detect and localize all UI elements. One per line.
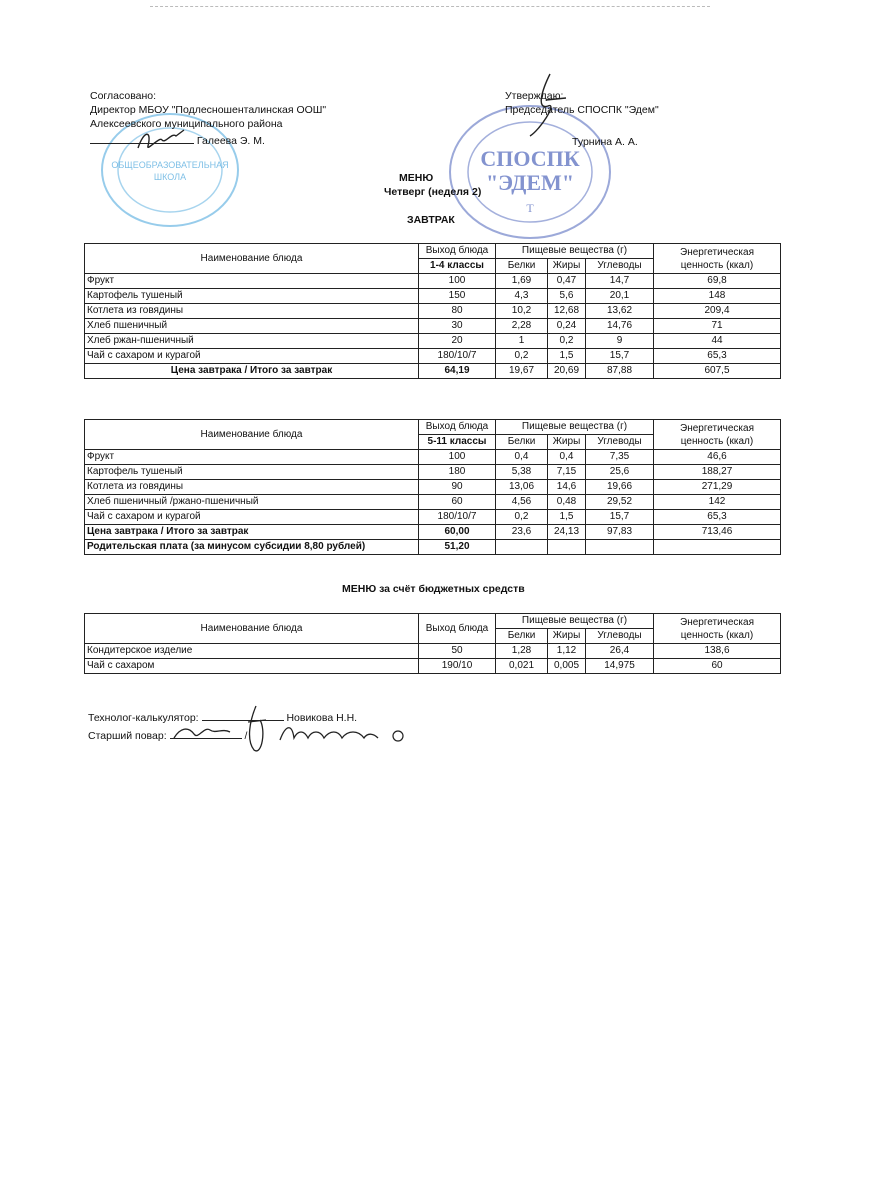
cook-slash: / [244,730,248,742]
menu-day: Четверг (неделя 2) [384,186,482,198]
dish-carbs: 26,4 [586,644,654,659]
header-energy [654,244,781,274]
dish-carbs: 20,1 [586,289,654,304]
dish-output: 180 [419,465,496,480]
header-protein: Белки [496,259,548,274]
table-row [85,349,781,364]
total-price: 64,19 [419,364,496,379]
approval-right-line1: Председатель СПОСПК "Эдем" [505,104,659,116]
dish-output: 30 [419,319,496,334]
dish-output: 60 [419,495,496,510]
table-row [85,510,781,525]
dish-protein: 0,4 [496,450,548,465]
dish-output: 150 [419,289,496,304]
dish-energy: 138,6 [654,644,781,659]
dish-protein: 4,56 [496,495,548,510]
approval-right-label: Утверждаю: [505,90,564,102]
dish-energy: 44 [654,334,781,349]
dish-carbs: 9 [586,334,654,349]
total-price: 60,00 [419,525,496,540]
dish-energy: 271,29 [654,480,781,495]
parent-fee-label: Родительская плата (за минусом субсидии 8,80 рублей) [85,540,419,555]
approval-left-line2: Алексеевского муниципального района [90,118,283,130]
dish-name: Фрукт [85,274,419,289]
dish-energy: 46,6 [654,450,781,465]
header-energy-line2: ценность (ккал) [680,259,754,271]
dish-energy: 209,4 [654,304,781,319]
header-energy-line2: ценность (ккал) [680,629,754,641]
header-output: Выход блюда [419,244,496,259]
dish-protein: 0,2 [496,510,548,525]
header-fat: Жиры [548,259,586,274]
approval-right-signer: Турнина А. А. [572,136,638,148]
dish-fat: 1,5 [548,349,586,364]
dish-protein: 1 [496,334,548,349]
dish-fat: 1,5 [548,510,586,525]
dish-output: 180/10/7 [419,349,496,364]
cook-label: Старший повар: [88,730,167,742]
stamp-title: СПОСПК [480,146,580,171]
stamp-text-1: ОБЩЕОБРАЗОВАТЕЛЬНАЯ [111,160,229,170]
dish-protein: 1,28 [496,644,548,659]
total-energy: 713,46 [654,525,781,540]
dish-energy: 65,3 [654,510,781,525]
dish-fat: 0,48 [548,495,586,510]
technologist-label: Технолог-калькулятор: [88,712,199,724]
dish-fat: 0,4 [548,450,586,465]
dish-name: Хлеб пшеничный [85,319,419,334]
dish-protein: 10,2 [496,304,548,319]
header-fat: Жиры [548,435,586,450]
dish-fat: 0,2 [548,334,586,349]
dish-carbs: 13,62 [586,304,654,319]
table-row [85,480,781,495]
total-fat: 24,13 [548,525,586,540]
table-row [85,465,781,480]
dish-name: Хлеб пшеничный /ржано-пшеничный [85,495,419,510]
breakfast-table-1-4 [84,243,781,379]
dish-energy: 142 [654,495,781,510]
table-row [85,304,781,319]
dish-fat: 7,15 [548,465,586,480]
header-protein: Белки [496,435,548,450]
dish-output: 80 [419,304,496,319]
approval-left-signature [90,132,265,147]
total-protein: 19,67 [496,364,548,379]
dish-name: Чай с сахаром и курагой [85,349,419,364]
dish-output: 190/10 [419,659,496,674]
dish-name: Кондитерское изделие [85,644,419,659]
header-energy [654,614,781,644]
table-row [85,289,781,304]
sposk-stamp [445,100,615,245]
header-energy-line1: Энергетическая [680,246,754,258]
total-label: Цена завтрака / Итого за завтрак [85,525,419,540]
header-nutrients: Пищевые вещества (г) [496,244,654,259]
dish-name: Котлета из говядины [85,304,419,319]
dish-carbs: 15,7 [586,349,654,364]
stamp-text-2: ШКОЛА [153,172,187,182]
dish-carbs: 7,35 [586,450,654,465]
dish-fat: 14,6 [548,480,586,495]
dish-energy: 69,8 [654,274,781,289]
table-row [85,450,781,465]
approval-left-label: Согласовано: [90,90,157,102]
dish-energy: 60 [654,659,781,674]
dish-energy: 148 [654,289,781,304]
dish-fat: 12,68 [548,304,586,319]
dish-name: Фрукт [85,450,419,465]
dish-carbs: 14,76 [586,319,654,334]
dish-carbs: 29,52 [586,495,654,510]
total-row [85,364,781,379]
dish-name: Картофель тушеный [85,465,419,480]
dish-name: Котлета из говядины [85,480,419,495]
dish-protein: 2,28 [496,319,548,334]
dish-carbs: 19,66 [586,480,654,495]
technologist-line [88,710,357,724]
dish-name: Чай с сахаром и курагой [85,510,419,525]
dish-output: 180/10/7 [419,510,496,525]
table-row [85,659,781,674]
dish-fat: 0,005 [548,659,586,674]
meal-title: ЗАВТРАК [407,214,455,226]
dish-output: 100 [419,450,496,465]
table-row [85,319,781,334]
header-output: Выход блюда [419,614,496,644]
total-carbs: 87,88 [586,364,654,379]
dish-name: Чай с сахаром [85,659,419,674]
header-grade: 5-11 классы [419,435,496,450]
budget-menu-title: МЕНЮ за счёт бюджетных средств [342,583,525,595]
dish-protein: 13,06 [496,480,548,495]
header-name: Наименование блюда [85,614,419,644]
dish-name: Хлеб ржан-пшеничный [85,334,419,349]
header-carbs: Углеводы [586,435,654,450]
total-row [85,525,781,540]
cook-line [88,728,247,742]
stamp-subtitle: "ЭДЕМ" [485,170,575,195]
budget-table [84,613,781,674]
dish-carbs: 15,7 [586,510,654,525]
header-output: Выход блюда [419,420,496,435]
dish-energy: 65,3 [654,349,781,364]
dish-fat: 1,12 [548,644,586,659]
dish-energy: 71 [654,319,781,334]
header-energy-line2: ценность (ккал) [680,435,754,447]
dish-output: 50 [419,644,496,659]
header-energy-line1: Энергетическая [680,616,754,628]
total-fat: 20,69 [548,364,586,379]
header-fat: Жиры [548,629,586,644]
dish-fat: 5,6 [548,289,586,304]
dish-output: 90 [419,480,496,495]
dish-protein: 4,3 [496,289,548,304]
parent-fee-value: 51,20 [419,540,496,555]
dish-fat: 0,47 [548,274,586,289]
total-carbs: 97,83 [586,525,654,540]
dish-energy: 188,27 [654,465,781,480]
stamp-letter: Т [526,201,534,215]
total-energy: 607,5 [654,364,781,379]
header-name: Наименование блюда [85,420,419,450]
header-energy-line1: Энергетическая [680,422,754,434]
dish-protein: 1,69 [496,274,548,289]
dish-protein: 0,021 [496,659,548,674]
dish-protein: 5,38 [496,465,548,480]
menu-title: МЕНЮ [399,172,434,184]
header-carbs: Углеводы [586,259,654,274]
header-protein: Белки [496,629,548,644]
header-grade: 1-4 классы [419,259,496,274]
header-energy [654,420,781,450]
dish-carbs: 25,6 [586,465,654,480]
parent-fee-row [85,540,781,555]
dish-output: 100 [419,274,496,289]
technologist-name: Новикова Н.Н. [286,712,358,724]
header-carbs: Углеводы [586,629,654,644]
table-row [85,644,781,659]
approval-left-line1: Директор МБОУ "Подлесношенталинская ООШ" [90,104,327,116]
dish-carbs: 14,7 [586,274,654,289]
header-nutrients: Пищевые вещества (г) [496,614,654,629]
dish-carbs: 14,975 [586,659,654,674]
total-protein: 23,6 [496,525,548,540]
table-row [85,334,781,349]
breakfast-table-5-11 [84,419,781,555]
total-label: Цена завтрака / Итого за завтрак [85,364,419,379]
dish-name: Картофель тушеный [85,289,419,304]
table-row [85,274,781,289]
dish-protein: 0,2 [496,349,548,364]
dish-fat: 0,24 [548,319,586,334]
approval-left-signer: Галеева Э. М. [196,135,265,147]
scan-edge-line [150,6,710,8]
dish-output: 20 [419,334,496,349]
header-nutrients: Пищевые вещества (г) [496,420,654,435]
table-row [85,495,781,510]
header-name: Наименование блюда [85,244,419,274]
